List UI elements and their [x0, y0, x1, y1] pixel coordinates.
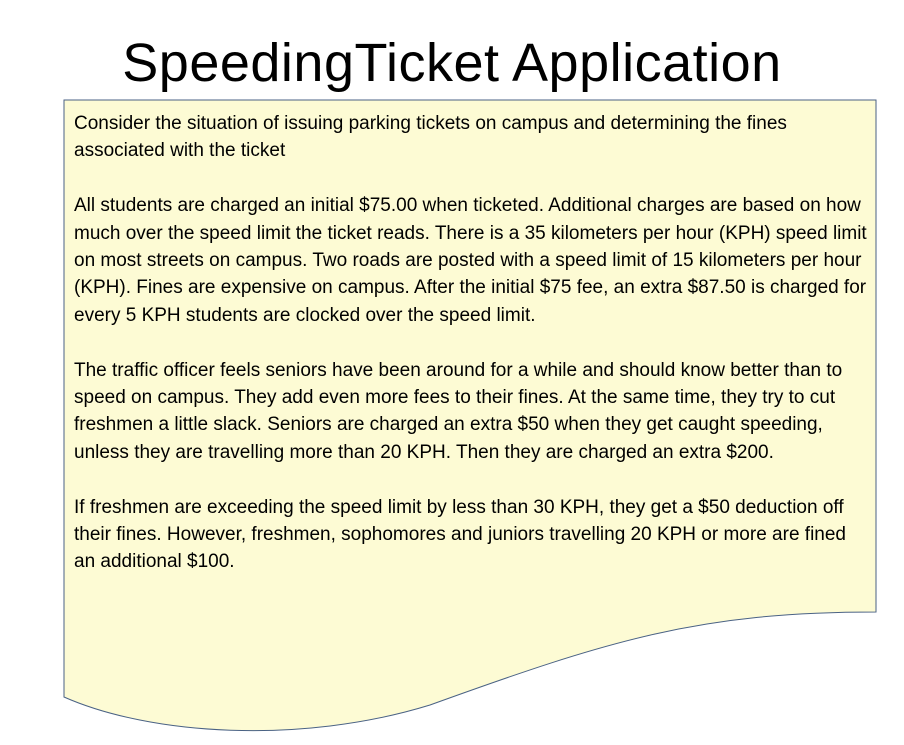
slide-title: SpeedingTicket Application	[122, 33, 782, 93]
charges-paragraph: All students are charged an initial $75.00 when ticketed. Additional charges are based on how much over the speed limit the ticket reads. There is a 35 kilometers per hour (KPH) speed limit on most streets on campus. Two roads are posted with a speed limit of 15 kilometers per hour (KPH). Fines are expensive on campus. After the initial $75 fee, an extra $87.50 is charged for every 5 KPH students are clocked over the speed limit.	[74, 195, 867, 326]
freshmen-paragraph: If freshmen are exceeding the speed limit by less than 30 KPH, they get a $50 deduction off their fines. However, freshmen, sophomores and juniors travelling 20 KPH or more are fined an additional $100.	[74, 496, 846, 573]
document-text	[74, 110, 870, 603]
intro-paragraph: Consider the situation of issuing parking tickets on campus and determining the fines associated with the ticket	[74, 113, 787, 162]
seniors-paragraph: The traffic officer feels seniors have been around for a while and should know better than to speed on campus. They add even more fees to their fines. At the same time, they try to cut freshmen a little slack. Seniors are charged an extra $50 when they get caught speeding, unless they are travelling more than 20 KPH. Then they are charged an extra $200.	[74, 359, 843, 463]
